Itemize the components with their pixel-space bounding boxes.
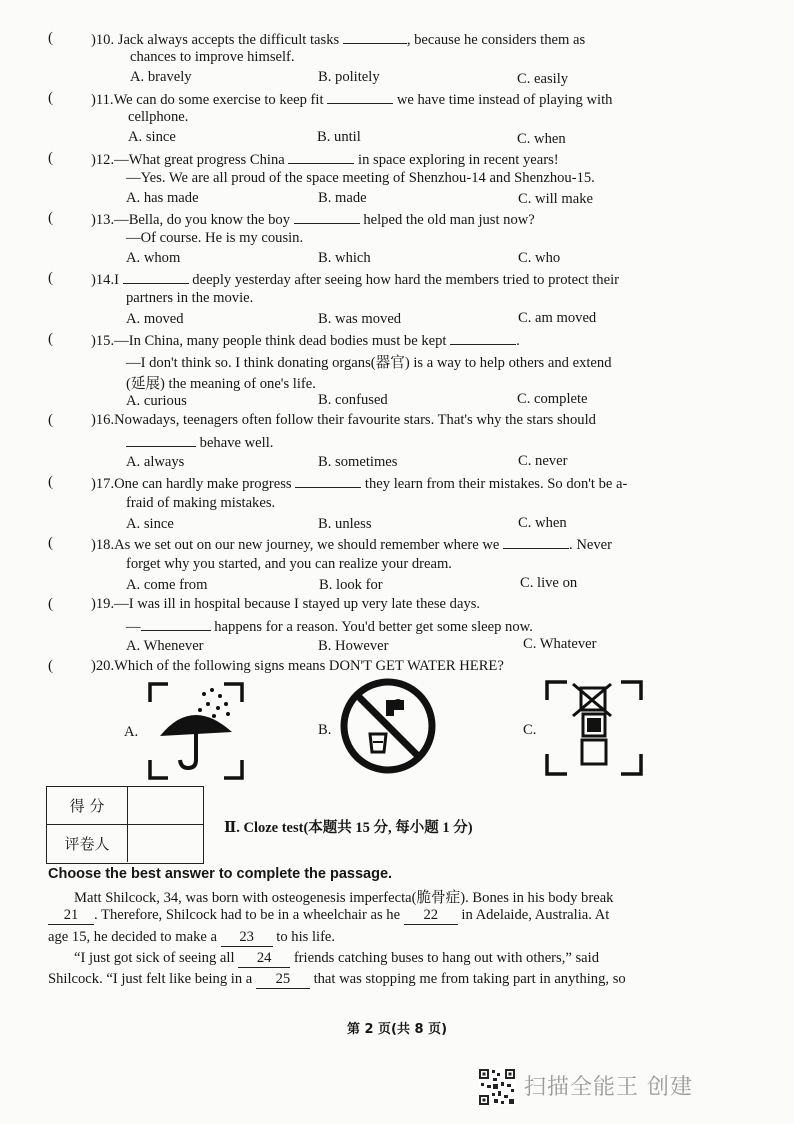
question-text: —In China, many people think dead bodies must be kept	[114, 333, 447, 349]
answer-paren[interactable]: (	[48, 270, 53, 286]
question-text: —What great progress China	[114, 152, 285, 168]
answer-blank[interactable]	[141, 617, 211, 631]
option-c[interactable]: C. never	[518, 453, 568, 469]
question-text: deeply yesterday after seeing how hard the members tried to protect their	[192, 272, 620, 288]
option-c[interactable]: C. when	[517, 131, 566, 147]
answer-blank[interactable]	[294, 210, 360, 224]
question-number: )12.	[91, 152, 115, 168]
instruction: Choose the best answer to complete the passage.	[48, 866, 393, 882]
option-c[interactable]: C. who	[518, 250, 561, 266]
question-text: forget why you started, and you can realize your dream.	[126, 556, 452, 572]
option-a[interactable]: A. bravely	[130, 69, 192, 85]
question-text: partners in the movie.	[126, 290, 254, 306]
blank-21[interactable]: 21	[48, 907, 94, 925]
question-text: cellphone.	[128, 109, 189, 125]
option-b[interactable]: B. sometimes	[318, 454, 398, 470]
option-a[interactable]: A. curious	[126, 393, 187, 409]
answer-blank[interactable]	[503, 535, 569, 549]
question-number: )20.	[91, 658, 115, 674]
no-drinking-water-sign-icon[interactable]	[340, 678, 436, 774]
grader-row	[47, 825, 203, 862]
question-text: —Yes. We are all proud of the space meeting of Shenzhou-14 and Shenzhou-15.	[126, 170, 595, 186]
question-number: )14.	[91, 272, 115, 288]
question-text: in space exploring in recent years!	[358, 152, 559, 168]
question-number: )11.	[91, 92, 114, 108]
option-c[interactable]: C. easily	[517, 71, 569, 87]
passage-line-3: age 15, he decided to make a 23 to his life.	[48, 929, 336, 945]
page-footer: 第 2 页(共 8 页)	[346, 1022, 448, 1037]
passage-line-5: Shilcock. “I just felt like being in a 25 that was stopping me from taking part in anything, so	[48, 971, 626, 987]
blank-24[interactable]: 24	[238, 950, 290, 968]
question-text: —I was ill in hospital because I stayed up very late these days.	[114, 596, 481, 612]
option-b[interactable]: B. made	[318, 190, 367, 206]
question-text: helped the old man just now?	[363, 212, 535, 228]
question-text: —Of course. He is my cousin.	[126, 230, 304, 246]
question-text: fraid of making mistakes.	[126, 495, 276, 511]
answer-paren[interactable]: (	[48, 535, 53, 551]
option-c[interactable]: C. live on	[520, 575, 578, 591]
passage-line-4: “I just got sick of seeing all 24 friends catching buses to hang out with others,” said	[74, 950, 599, 966]
answer-blank[interactable]	[123, 270, 189, 284]
answer-blank[interactable]	[327, 90, 393, 104]
question-text: One can hardly make progress	[114, 476, 292, 492]
watermark: 扫描全能王 创建	[524, 1075, 693, 1100]
option-a[interactable]: A. Whenever	[126, 638, 204, 654]
option-a[interactable]: A.	[124, 724, 139, 740]
question-text: we have time instead of playing with	[396, 92, 613, 108]
question-text: .	[516, 333, 520, 349]
answer-blank[interactable]	[343, 30, 407, 44]
answer-paren[interactable]: (	[48, 30, 53, 46]
option-b[interactable]: B. look for	[319, 577, 383, 593]
option-a[interactable]: A. come from	[126, 577, 208, 593]
umbrella-sign-icon[interactable]	[148, 682, 244, 780]
answer-paren[interactable]: (	[48, 210, 53, 226]
question-text: Jack always accepts the difficult tasks	[117, 32, 340, 48]
option-a[interactable]: A. has made	[126, 190, 199, 206]
question-number: )16.	[91, 412, 115, 428]
option-c[interactable]: C.	[523, 722, 537, 738]
question-number: )19.	[91, 596, 115, 612]
question-text: I	[114, 272, 119, 288]
option-b[interactable]: B. was moved	[318, 311, 402, 327]
blank-23[interactable]: 23	[221, 929, 273, 947]
question-text: We can do some exercise to keep fit	[113, 92, 324, 108]
answer-paren[interactable]: (	[48, 474, 53, 490]
option-b[interactable]: B. which	[318, 250, 371, 266]
answer-paren[interactable]: (	[48, 658, 53, 674]
question-text: (延展) the meaning of one's life.	[126, 376, 316, 392]
blank-25[interactable]: 25	[256, 971, 310, 989]
question-text: . Never	[569, 537, 612, 553]
blank-22[interactable]: 22	[404, 907, 458, 925]
question-text: —I don't think so. I think donating organs(器官) is a way to help others and extend	[126, 355, 612, 371]
option-b[interactable]: B. However	[318, 638, 389, 654]
answer-paren[interactable]: (	[48, 331, 53, 347]
question-text: happens for a reason. You'd better get some sleep now.	[214, 619, 533, 635]
option-c[interactable]: C. Whatever	[523, 636, 597, 652]
passage-line-1: Matt Shilcock, 34, was born with osteogenesis imperfecta(脆骨症). Bones in his body break	[74, 890, 614, 906]
answer-blank[interactable]	[295, 474, 361, 488]
question-text: Nowadays, teenagers often follow their favourite stars. That's why the stars should	[114, 412, 596, 428]
score-table	[46, 786, 204, 864]
section-title: Ⅱ. Cloze test(本题共 15 分, 每小题 1 分)	[224, 820, 473, 836]
answer-paren[interactable]: (	[48, 412, 53, 428]
option-a[interactable]: A. whom	[126, 250, 181, 266]
question-number: )10.	[91, 32, 115, 48]
answer-blank[interactable]	[288, 150, 354, 164]
answer-paren[interactable]: (	[48, 150, 53, 166]
option-b[interactable]: B. politely	[318, 69, 380, 85]
option-b[interactable]: B. until	[317, 129, 361, 145]
question-text: —Bella, do you know the boy	[114, 212, 291, 228]
question-text: As we set out on our new journey, we should remember where we	[114, 537, 500, 553]
qr-code-icon	[478, 1068, 516, 1106]
option-a[interactable]: A. since	[126, 516, 174, 532]
answer-blank[interactable]	[126, 433, 196, 447]
grader-label: 评卷人	[47, 825, 128, 862]
passage-line-2: 21 . Therefore, Shilcock had to be in a wheelchair as he 22 in Adelaide, Australia. At	[48, 907, 609, 925]
score-label: 得 分	[47, 787, 128, 824]
option-c[interactable]: C. will make	[518, 191, 593, 207]
option-c[interactable]: C. complete	[517, 391, 588, 407]
option-b[interactable]: B. unless	[318, 516, 372, 532]
option-b[interactable]: B. confused	[318, 392, 388, 408]
crossed-water-sign-icon[interactable]	[545, 680, 643, 776]
question-number: )15.	[91, 333, 115, 349]
option-c[interactable]: C. when	[518, 515, 567, 531]
option-a[interactable]: A. moved	[126, 311, 184, 327]
question-text: they learn from their mistakes. So don't be a-	[364, 476, 628, 492]
option-b[interactable]: B.	[318, 722, 332, 738]
question-number: )13.	[91, 212, 115, 228]
option-a[interactable]: A. always	[126, 454, 185, 470]
answer-blank[interactable]	[450, 331, 516, 345]
question-text: , because he considers them as	[406, 32, 586, 48]
answer-paren[interactable]: (	[48, 90, 53, 106]
option-a[interactable]: A. since	[128, 129, 176, 145]
option-c[interactable]: C. am moved	[518, 310, 597, 326]
question-text: behave well.	[199, 435, 274, 451]
answer-paren[interactable]: (	[48, 596, 53, 612]
question-number: )17.	[91, 476, 115, 492]
question-text: chances to improve himself.	[130, 49, 295, 65]
score-row	[47, 787, 203, 825]
question-number: )18.	[91, 537, 115, 553]
question-text: Which of the following signs means DON'T GET WATER HERE?	[114, 658, 504, 674]
